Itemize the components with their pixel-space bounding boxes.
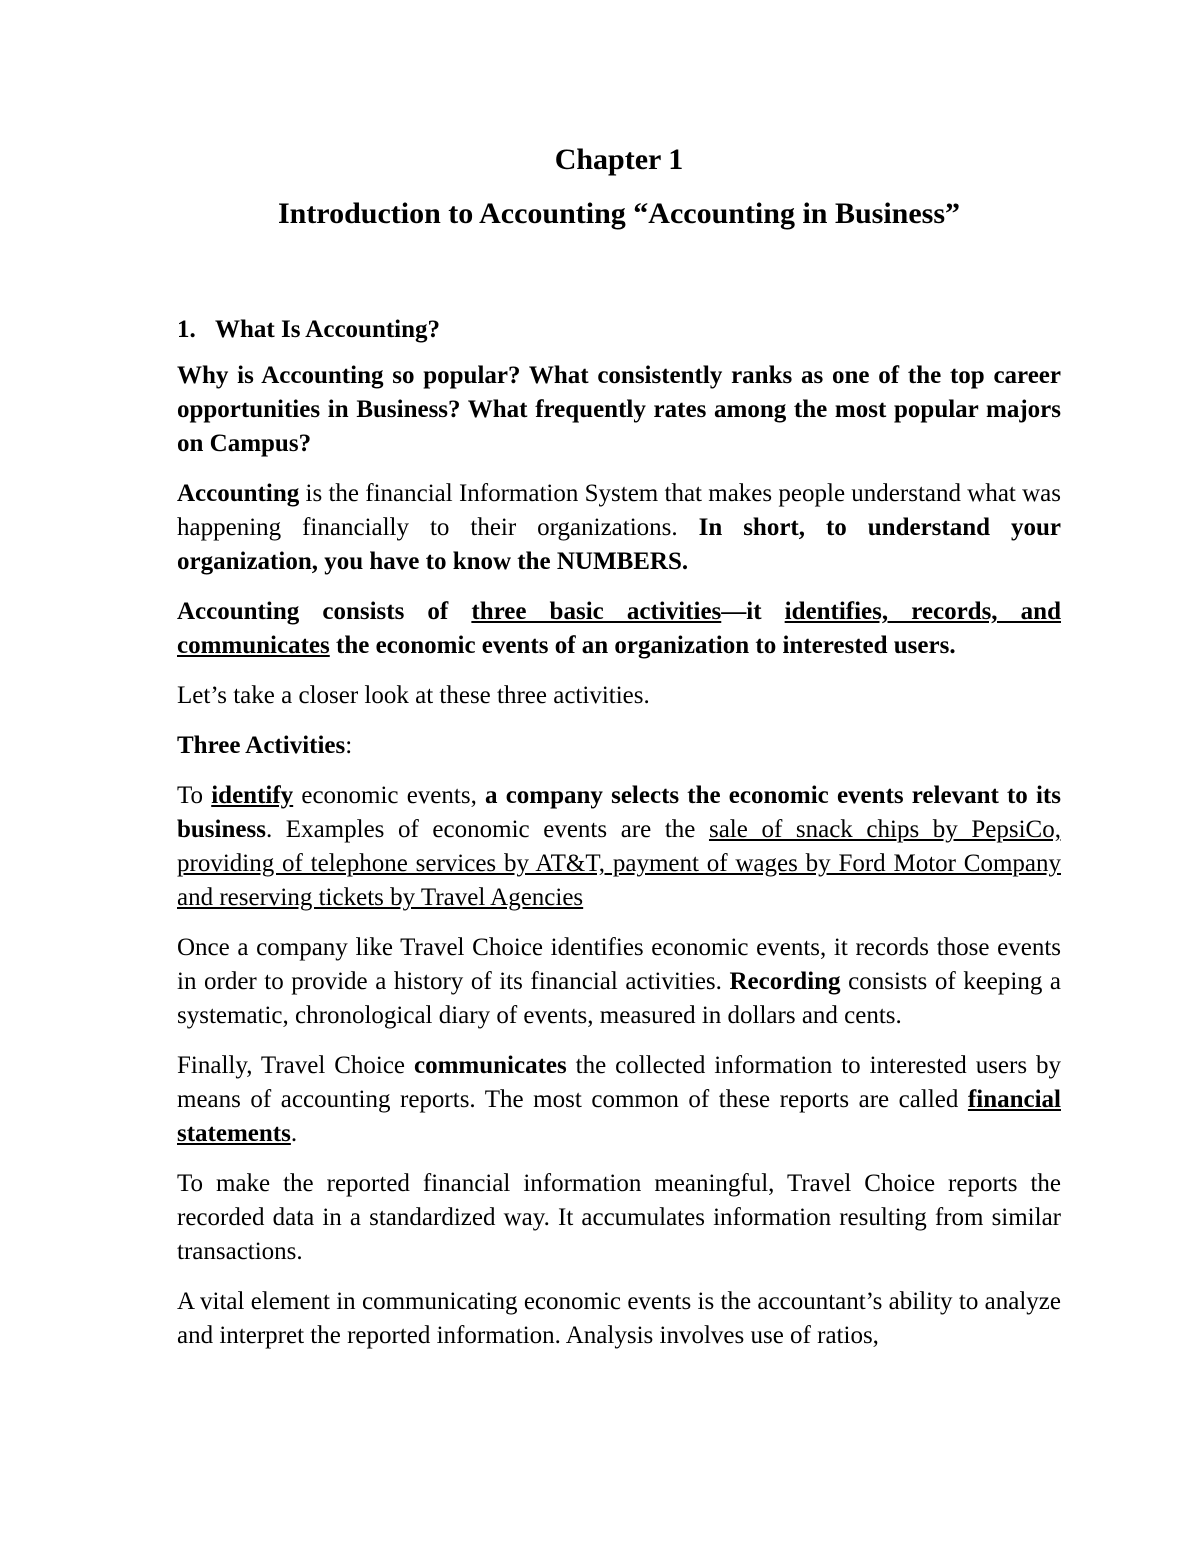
definition-emphasis: In short, to understand your organization, you have to know the NUMBERS.: [177, 514, 1061, 575]
section-number: 1.: [177, 316, 196, 343]
section-heading: [177, 313, 1061, 347]
analysis-paragraph: A vital element in communicating economic events is the accountant’s ability to analyze and interpret the reported information. Analysis involves use of ratios,: [177, 1288, 1061, 1349]
identify-bold: a company selects the economic events relevant to its business: [177, 782, 1061, 843]
questions-paragraph: [177, 359, 1061, 461]
three-activities-label-paragraph: [177, 729, 1061, 763]
communicating-t1: Finally, Travel Choice: [177, 1052, 414, 1079]
recording-t2: consists of keeping a systematic, chronological diary of events, measured in dollars and cents.: [177, 968, 1061, 1029]
identify-t2: economic events,: [293, 782, 486, 809]
identify-paragraph: [177, 779, 1061, 915]
identify-examples: sale of snack chips by PepsiCo, providing of telephone services by AT&T, payment of wages by Ford Motor Company and reserving tickets by Travel Agencies: [177, 816, 1061, 911]
identifies-records-communicates-underlined: identifies, records, and communicates: [177, 598, 1061, 659]
three-activities-colon: :: [345, 732, 353, 759]
questions-text: Why is Accounting so popular? What consistently ranks as one of the top career opportunities in Business? What frequently rates among the most popular majors on Campus?: [177, 362, 1061, 457]
three-activities-label: Three Activities: [177, 732, 346, 759]
three-basic-activities-underlined: three basic activities: [471, 598, 722, 625]
identify-t1: To: [177, 782, 212, 809]
identify-keyword: identify: [211, 782, 294, 809]
communicating-t2: the collected information to interested users by means of accounting reports. The most common of these reports are called: [177, 1052, 1061, 1113]
activities-lead: Accounting consists of: [177, 598, 472, 625]
communicating-bold: communicates: [413, 1052, 567, 1079]
chapter-subtitle: Introduction to Accounting “Accounting in Business”: [277, 197, 961, 230]
closer-look-paragraph: Let’s take a closer look at these three activities.: [177, 682, 650, 709]
chapter-title: Chapter 1: [554, 143, 684, 176]
activities-tail: the economic events of an organization to interested users.: [329, 632, 956, 659]
communicating-paragraph: [177, 1049, 1061, 1151]
activities-mid: —it: [721, 598, 785, 625]
recording-paragraph: [177, 931, 1061, 1033]
financial-statements-keyword: financial statements: [177, 1086, 1061, 1147]
definition-term: Accounting: [177, 480, 300, 507]
section-heading-text: What Is Accounting?: [215, 316, 441, 343]
recording-bold: Recording: [729, 968, 841, 995]
document-page: [177, 140, 1061, 1369]
standardized-paragraph: To make the reported financial information meaningful, Travel Choice reports the recorded data in a standardized way. It accumulates information resulting from similar transactions.: [177, 1170, 1061, 1265]
definition-paragraph: [177, 477, 1061, 579]
recording-t1: Once a company like Travel Choice identifies economic events, it records those events in order to provide a history of its financial activities.: [177, 934, 1061, 995]
activities-summary-paragraph: [177, 595, 1061, 663]
definition-text: is the financial Information System that makes people understand what was happening financially to their organizations.: [177, 480, 1061, 541]
communicating-t3: .: [290, 1120, 298, 1147]
identify-t3: . Examples of economic events are the: [265, 816, 709, 843]
